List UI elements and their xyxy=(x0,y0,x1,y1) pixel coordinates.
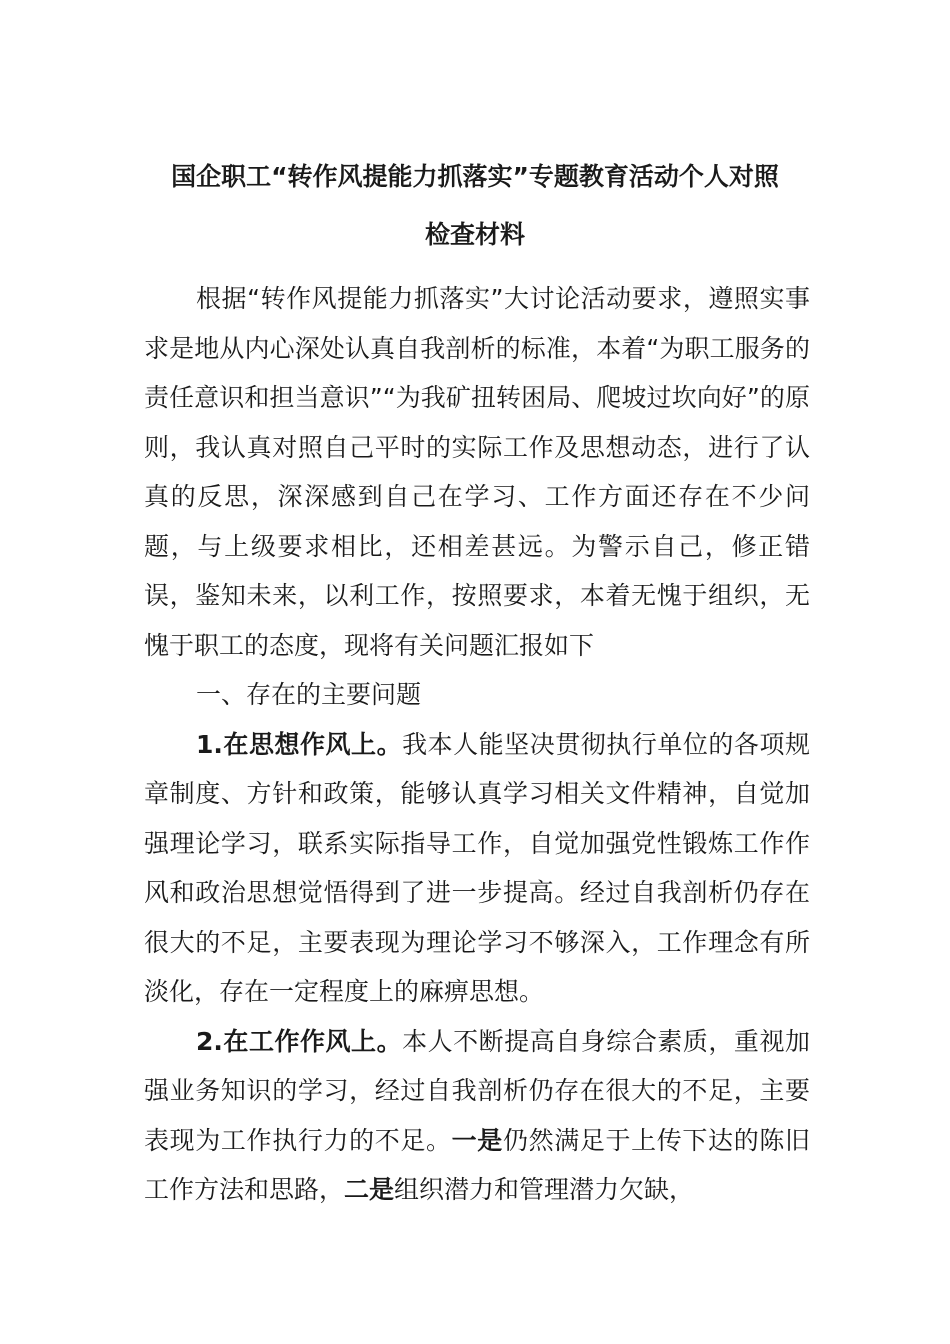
item-2-text-1: 本人不断提高自身综合素质，重视加强业务知识的学习，经过自我剖析仍存在很大的不足，主要表现为工作执行力的不足。 xyxy=(144,1026,810,1155)
title-line-1: 国企职工“转作风提能力抓落实”专题教育活动个人对照 xyxy=(171,162,779,191)
document-body xyxy=(144,274,810,1215)
item-1-text: 我本人能坚决贯彻执行单位的各项规章制度、方针和政策，能够认真学习相关文件精神，自觉加强理论学习，联系实际指导工作，自觉加强党性锻炼工作作风和政治思想觉悟得到了进一步提高。经过自我剖析仍存在很大的不足，主要表现为理论学习不够深入，工作理念有所淡化，存在一定程度上的麻痹思想。 xyxy=(144,729,810,1006)
item-2-marker-2: 二是 xyxy=(344,1175,395,1204)
item-2-marker-1: 一是 xyxy=(451,1125,503,1155)
document-title xyxy=(120,148,830,264)
section-heading: 一、存在的主要问题 xyxy=(196,680,422,709)
item-2-lead: 2.在工作作风上。 xyxy=(196,1026,403,1056)
item-1-paragraph xyxy=(144,720,810,1017)
item-2-text-2: 仍然满足于上传下达的陈旧工作方法和思路， xyxy=(144,1125,810,1204)
item-2-paragraph xyxy=(144,1017,810,1215)
item-1-lead: 1.在思想作风上。 xyxy=(196,729,403,759)
title-line-2: 检查材料 xyxy=(424,220,525,249)
intro-paragraph: 根据“转作风提能力抓落实”大讨论活动要求，遵照实事求是地从内心深处认真自我剖析的标准，本着“为职工服务的责任意识和担当意识”“为我矿扭转困局、爬坡过坎向好”的原则，我认真对照自己平时的实际工作及思想动态，进行了认真的反思，深深感到自己在学习、工作方面还存在不少问题，与上级要求相比，还相差甚远。为警示自己，修正错误，鉴知未来，以利工作，按照要求，本着无愧于组织，无愧于职工的态度，现将有关问题汇报如下 xyxy=(144,284,810,660)
item-2-text-3: 组织潜力和管理潜力欠缺， xyxy=(394,1175,695,1204)
